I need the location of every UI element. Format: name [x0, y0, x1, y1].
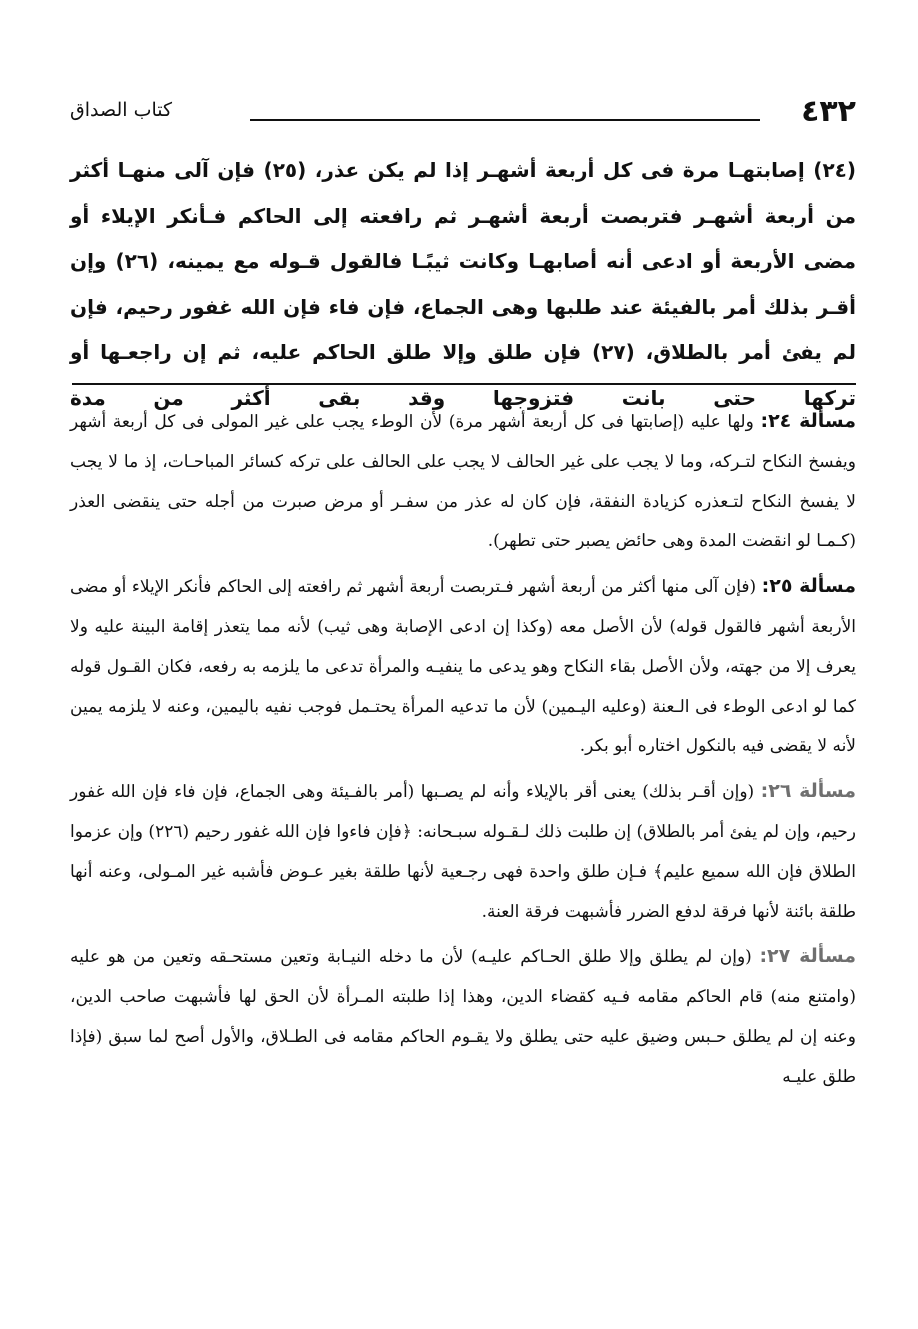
issue-label-25: مسألة ٢٥:	[761, 575, 856, 598]
commentary-paragraph-27	[70, 937, 856, 1097]
issue-text-25: (فإن آلى منها أكثر من أربعة أشهر فـتربصت أربعة أشهر ثم رافعته إلى الحاكم فأنكر الإيلاء أو مضى الأربعة أشهر فالقول قوله) لأن الأصل معه (وكذا إن ادعى الإصابة وهى ثيب) لأنه مما يتعذر إقامة البينة عليه ولا يعرف إلا من جهته، ولأن الأصل بقاء النكاح وهو يدعى ما ينفيـه والمرأة تدعى ما يلزمه به رفعه، فكان القـول قوله كما لو ادعى الوطء فى الـعنة (وعليه اليـمين) لأن ما تدعيه المرأة يحتـمل فوجب نفيه باليمين، وعنه لا يلزمه يمين لأنه لا يقضى فيه بالنكول اختاره أبو بكر.	[70, 577, 856, 757]
commentary-paragraph-26	[70, 772, 856, 932]
commentary-paragraph-25	[70, 567, 856, 767]
main-text-body: (٢٤) إصابتهـا مرة فى كل أربعة أشهـر إذا لم يكن عذر، (٢٥) فإن آلى منهـا أكثر من أربعة أشهـر فتربصت أربعة أشهـر ثم رافعته إلى الحاكم فـأنكر الإيلاء أو مضى الأربعة أو ادعى أنه أصابهـا وكانت ثيبًـا فالقول قـوله مع يمينه، (٢٦) وإن أقـر بذلك أمر بالفيئة عند طلبها وهى الجماع، فإن فاء فإن الله غفور رحيم، فإن لم يفئ أمر بالطلاق، (٢٧) فإن طلق وإلا طلق الحاكم عليه، ثم إن راجعـها أو تركها حتى بانت فتزوجها وقد بقى أكثر من مدة	[70, 158, 857, 410]
issue-label-26: مسألة ٢٦:	[760, 780, 856, 803]
issue-text-24: ولها عليه (إصابتها فى كل أربعة أشهر مرة) لأن الوطء يجب على غير المولى فى كل أربعة أشهر ويفسخ النكاح لتـركه، وما لا يجب على غير الحالف لا يجب على الحالف على تركه كسائر المباحـات، إذ ما لا يجب لا يفسخ النكاح لتـعذره كزيادة النفقة، فإن كان له عذر من سفـر أو مرض صبرت من أجله حتى ينقضى العذر (كـمـا لو انقضت المدة وهى حائض يصبر حتى تطهر).	[70, 412, 856, 552]
commentary	[70, 402, 856, 1103]
issue-label-27: مسألة ٢٧:	[759, 945, 856, 968]
header-rule	[250, 119, 760, 121]
issue-label-24: مسألة ٢٤:	[760, 410, 856, 432]
commentary-paragraph-24	[70, 402, 856, 562]
section-divider	[72, 383, 856, 385]
page-header	[70, 92, 856, 136]
issue-text-26: (وإن أقـر بذلك) يعنى أقر بالإيلاء وأنه لم يصـبها (أمر بالفـيئة وهى الجماع، فإن فاء فإن الله غفور رحيم، وإن لم يفئ أمر بالطلاق) إن طلبت ذلك لـقـوله سبـحانه: ﴿فإن فاءوا فإن الله غفور رحيم (٢٢٦) وإن عزموا الطلاق فإن الله سميع عليم﴾ فـإن طلق واحدة فهى رجـعية لأنها طلقة بغير عـوض فأشبه غير المـولى، وعنه أنها طلقة بائنة لأنها فرقة لدفع الضرر فأشبهت فرقة العنة.	[70, 782, 856, 922]
book-title: كتاب الصداق	[70, 99, 173, 121]
page-number: ٤٣٢	[801, 94, 856, 129]
main-text	[70, 148, 856, 422]
issue-text-27: (وإن لم يطلق وإلا طلق الحـاكم عليـه) لأن ما دخله النيـابة وتعين مستحـقه وتعين من هو عليه (وامتنع منه) قام الحاكم مقامه فـيه كقضاء الدين، وهذا إذا طلبته المـرأة لأن الحق لها فأشبهت صاحب الدين، وعنه إن لم يطلق حـبس وضيق عليه حتى يطلق ولا يقـوم الحاكم مقامه فى الطـلاق، والأول أصح لما سبق (فإذا طلق عليـه	[70, 947, 856, 1087]
